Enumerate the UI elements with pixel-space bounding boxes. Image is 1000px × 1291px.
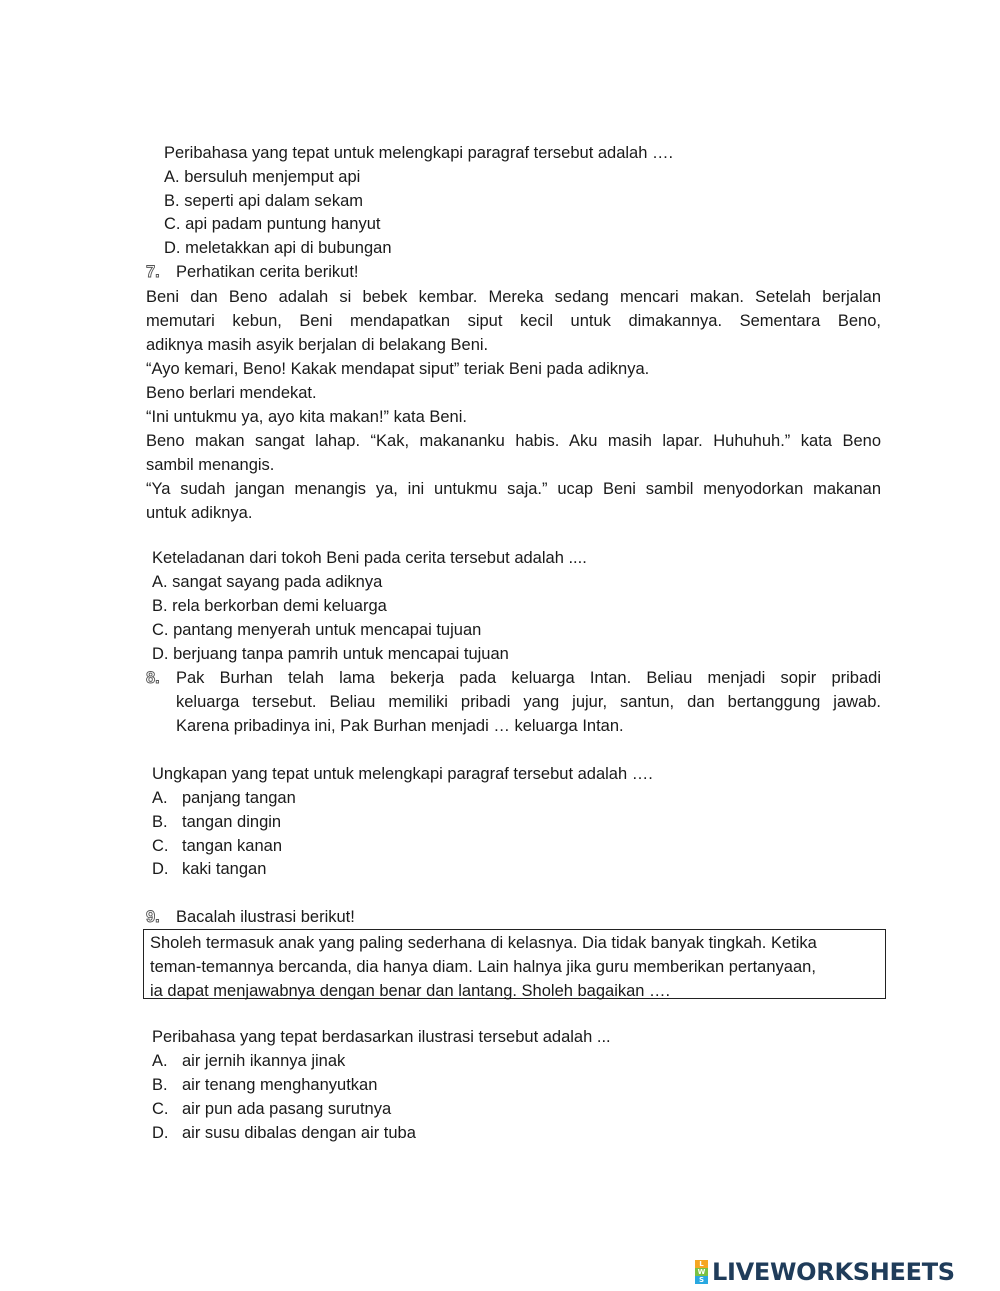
story-line: Beno makan sangat lahap. “Kak, makananku habis. Aku masih lapar. Huhuhuh.” kata Beno [146, 432, 881, 450]
option-text: tangan dingin [182, 813, 282, 831]
option-letter: B. [152, 813, 168, 831]
story-line: “Ayo kemari, Beno! Kakak mendapat siput” teriak Beni pada adiknya. [146, 360, 650, 378]
q8-option-b[interactable] [152, 810, 281, 834]
story-line: Beno berlari mendekat. [146, 384, 317, 402]
q9-option-a[interactable] [152, 1049, 345, 1073]
option-letter: C. [152, 837, 169, 855]
story-line: sambil menangis. [146, 456, 275, 474]
icon-letter: S [695, 1276, 708, 1284]
q9-option-d[interactable] [152, 1121, 416, 1145]
q9-option-c[interactable] [152, 1097, 391, 1121]
option-letter: C. [152, 1100, 169, 1118]
option-text: air jernih ikannya jinak [182, 1052, 346, 1070]
q7-option-b[interactable]: B. rela berkorban demi keluarga [152, 597, 387, 615]
q7-story [146, 285, 881, 525]
option-text: kaki tangan [182, 860, 267, 878]
box-line: teman-temannya bercanda, dia hanya diam. Lain halnya jika guru memberikan pertanyaan, [150, 958, 816, 976]
option-letter: A. [164, 168, 180, 186]
q6-prompt: Peribahasa yang tepat untuk melengkapi paragraf tersebut adalah …. [164, 144, 674, 162]
option-letter: D. [152, 1124, 169, 1142]
q6-option-c[interactable] [164, 212, 381, 236]
paragraph-line: Pak Burhan telah lama bekerja pada keluarga Intan. Beliau menjadi sopir pribadi [176, 669, 881, 687]
option-letter: B. [152, 1076, 168, 1094]
q7-intro: Perhatikan cerita berikut! [176, 263, 359, 281]
q8-paragraph [176, 666, 881, 738]
q8-prompt: Ungkapan yang tepat untuk melengkapi paragraf tersebut adalah …. [152, 765, 653, 783]
story-line: memutari kebun, Beni mendapatkan siput kecil untuk dimakannya. Sementara Beno, [146, 312, 881, 330]
option-letter: D. [164, 239, 181, 257]
q9-intro: Bacalah ilustrasi berikut! [176, 908, 355, 926]
option-letter: B. [164, 192, 180, 210]
q9-illustration-box [143, 929, 886, 999]
liveworksheets-icon [695, 1260, 708, 1284]
q9-number: 9. [146, 908, 160, 926]
story-line: adiknya masih asyik berjalan di belakang Beni. [146, 336, 489, 354]
q8-option-c[interactable] [152, 834, 282, 858]
option-text: bersuluh menjemput api [184, 168, 361, 186]
option-text: seperti api dalam sekam [184, 192, 364, 210]
q6-option-a[interactable] [164, 165, 360, 189]
q7-option-c[interactable]: C. pantang menyerah untuk mencapai tujuan [152, 621, 482, 639]
q9-prompt: Peribahasa yang tepat berdasarkan ilustrasi tersebut adalah ... [152, 1028, 611, 1046]
option-text: air pun ada pasang surutnya [182, 1100, 392, 1118]
option-letter: A. [152, 789, 168, 807]
story-line: “Ini untukmu ya, ayo kita makan!” kata Beni. [146, 408, 467, 426]
box-line: ia dapat menjawabnya dengan benar dan lantang. Sholeh bagaikan …. [150, 982, 671, 1000]
q8-option-d[interactable] [152, 857, 266, 881]
option-letter: D. [152, 860, 169, 878]
option-text: air susu dibalas dengan air tuba [182, 1124, 416, 1142]
q6-option-d[interactable] [164, 236, 392, 260]
option-letter: A. [152, 1052, 168, 1070]
paragraph-line: Karena pribadinya ini, Pak Burhan menjadi … keluarga Intan. [176, 717, 624, 735]
option-text: meletakkan api di bubungan [185, 239, 392, 257]
q8-option-a[interactable] [152, 786, 296, 810]
liveworksheets-logo[interactable] [695, 1257, 955, 1287]
option-text: panjang tangan [182, 789, 296, 807]
q7-option-d[interactable]: D. berjuang tanpa pamrih untuk mencapai tujuan [152, 645, 509, 663]
story-line: Beni dan Beno adalah si bebek kembar. Mereka sedang mencari makan. Setelah berjalan [146, 288, 881, 306]
option-letter: C. [164, 215, 181, 233]
q7-option-a[interactable]: A. sangat sayang pada adiknya [152, 573, 383, 591]
option-text: air tenang menghanyutkan [182, 1076, 378, 1094]
story-line: “Ya sudah jangan menangis ya, ini untukmu saja.” ucap Beni sambil menyodorkan makanan [146, 480, 881, 498]
q7-number: 7. [146, 263, 160, 281]
icon-letter: W [695, 1268, 708, 1276]
q7-prompt: Keteladanan dari tokoh Beni pada cerita tersebut adalah .... [152, 549, 587, 567]
q6-option-b[interactable] [164, 189, 363, 213]
option-text: api padam puntung hanyut [185, 215, 381, 233]
q9-option-b[interactable] [152, 1073, 377, 1097]
box-line: Sholeh termasuk anak yang paling sederhana di kelasnya. Dia tidak banyak tingkah. Ketika [150, 934, 817, 952]
icon-letter: L [695, 1260, 708, 1268]
option-text: tangan kanan [182, 837, 283, 855]
paragraph-line: keluarga tersebut. Beliau memiliki pribadi yang jujur, santun, dan bertanggung jawab. [176, 693, 881, 711]
logo-text: LIVEWORKSHEETS [712, 1258, 955, 1286]
story-line: untuk adiknya. [146, 504, 253, 522]
q8-number: 8. [146, 669, 160, 687]
